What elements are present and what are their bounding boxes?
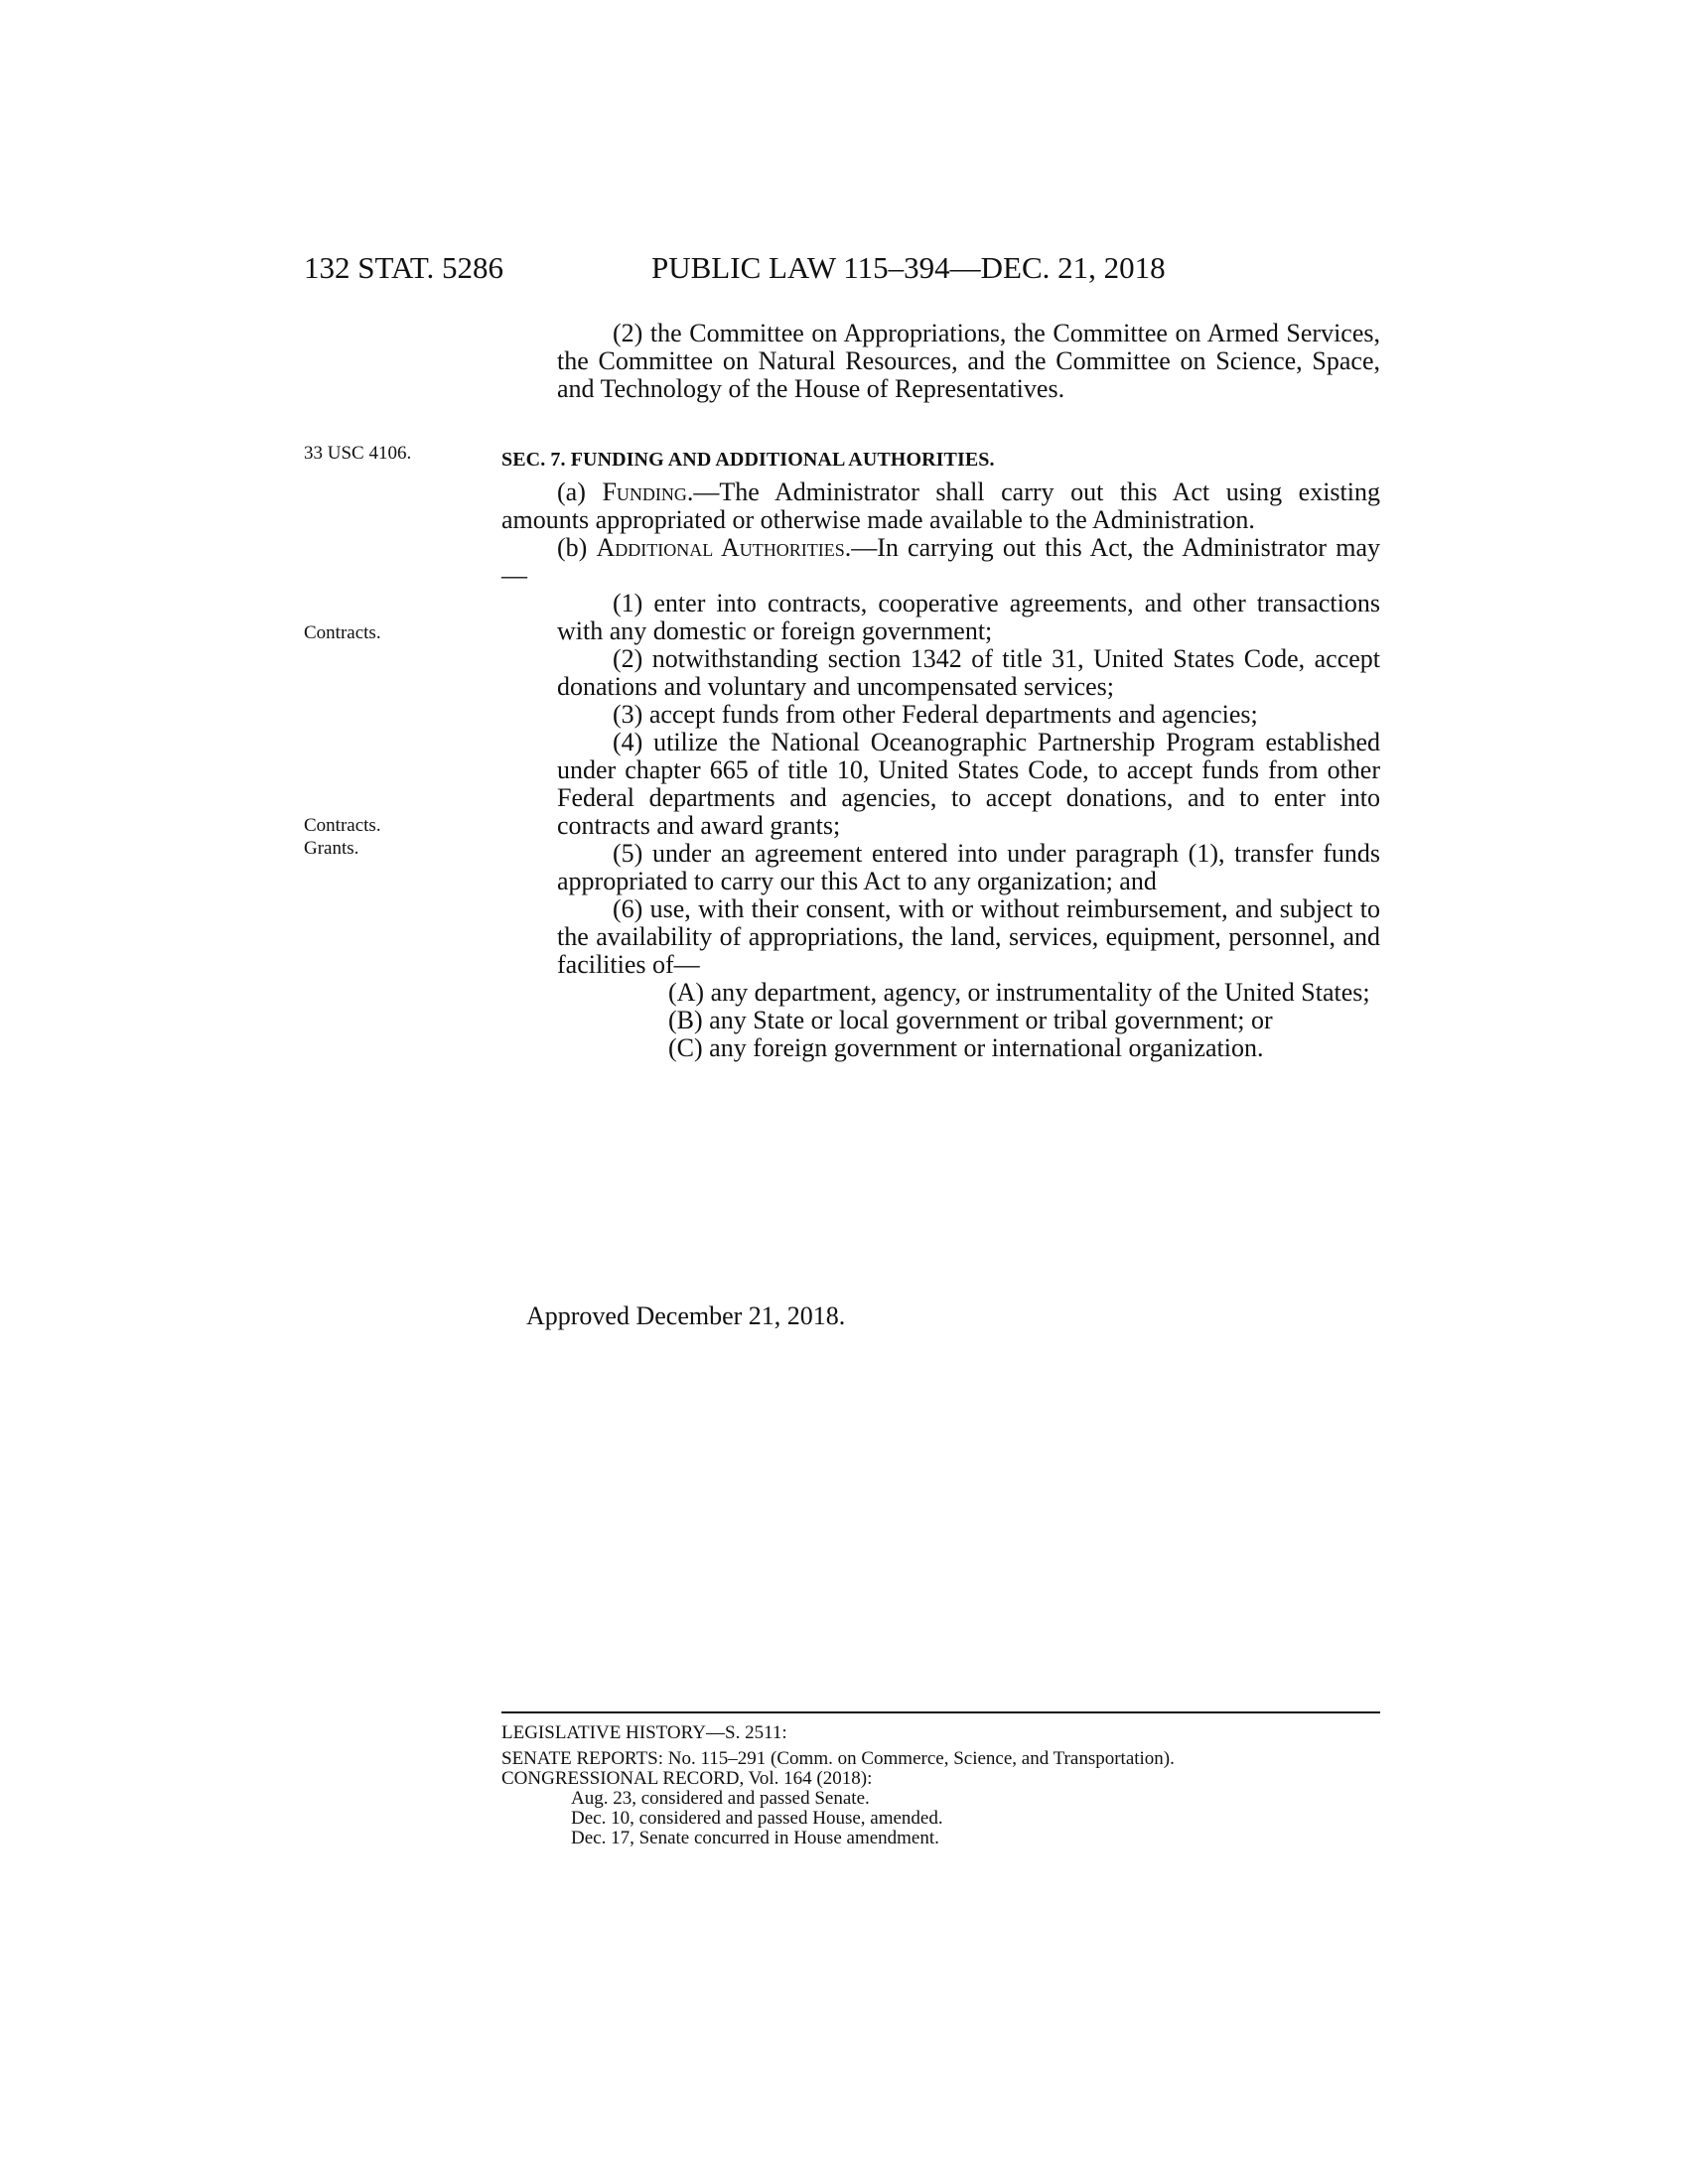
subsection-a: [501, 478, 1380, 534]
subsection-label: (b): [557, 533, 597, 562]
legislative-history-title: LEGISLATIVE HISTORY—S. 2511:: [501, 1722, 787, 1743]
margin-note-contracts: Contracts.: [304, 622, 381, 643]
paragraph-5: (5) under an agreement entered into under paragraph (1), transfer funds appropriated to carry our this Act to any organization; and: [557, 839, 1380, 895]
section-heading: [501, 444, 1380, 474]
record-entry: Aug. 23, considered and passed Senate.: [571, 1788, 870, 1809]
legislative-history: [501, 1723, 1380, 1848]
margin-note-usc: 33 USC 4106.: [304, 443, 412, 464]
section-heading-text: SEC. 7. FUNDING AND ADDITIONAL AUTHORITIES.: [501, 449, 995, 471]
page-stat-citation: 132 STAT. 5286: [304, 250, 504, 285]
subparagraph-a: (A) any department, agency, or instrumentality of the United States;: [668, 978, 1370, 1007]
subsection-b: [501, 534, 1380, 590]
subsection-text: .—The Administrator shall carry out this Act using existing amounts appropriated or otherwise made available to the Administration.: [501, 478, 1380, 534]
senate-reports: SENATE REPORTS: No. 115–291 (Comm. on Commerce, Science, and Transportation).: [501, 1748, 1175, 1769]
footer-rule: [501, 1711, 1380, 1713]
record-entry: Dec. 10, considered and passed House, amended.: [571, 1808, 943, 1829]
subsection-heading: Additional Authorities: [596, 533, 845, 562]
section-body: [501, 478, 1380, 1062]
congressional-record: CONGRESSIONAL RECORD, Vol. 164 (2018):: [501, 1768, 873, 1789]
subparagraph-c: (C) any foreign government or international organization.: [668, 1033, 1264, 1062]
paragraph-2: (2) notwithstanding section 1342 of title 31, United States Code, accept donations and voluntary and uncompensated services;: [557, 644, 1380, 701]
subparagraph-b: (B) any State or local government or tribal government; or: [668, 1006, 1273, 1034]
subsection-text: .—In carrying out this Act, the Administrator may—: [501, 533, 1380, 590]
subsection-label: (a): [557, 478, 603, 506]
paragraph-6: (6) use, with their consent, with or without reimbursement, and subject to the availability of appropriations, the land, services, equipment, personnel, and facilities of—: [557, 894, 1380, 979]
record-entry: Dec. 17, Senate concurred in House amendment.: [571, 1828, 939, 1848]
approval-date: Approved December 21, 2018.: [526, 1301, 846, 1330]
continued-list: [501, 320, 1380, 403]
paragraph-4: (4) utilize the National Oceanographic Partnership Program established under chapter 665 of title 10, United States Code, to accept funds from other Federal departments and agencies, to accept donations, and to enter into contracts and award grants;: [557, 728, 1380, 840]
paragraph-3: (3) accept funds from other Federal departments and agencies;: [613, 700, 1258, 729]
margin-note-grants: Grants.: [304, 838, 359, 859]
list-item: (2) the Committee on Appropriations, the Committee on Armed Services, the Committee on Natural Resources, and the Committee on Science, Space, and Technology of the House of Representatives.: [557, 319, 1380, 403]
page-running-title: PUBLIC LAW 115–394—DEC. 21, 2018: [651, 250, 1166, 285]
paragraph-1: (1) enter into contracts, cooperative agreements, and other transactions with any domestic or foreign government;: [557, 589, 1380, 645]
margin-note-contracts: Contracts.: [304, 815, 381, 836]
subsection-heading: Funding: [602, 478, 687, 506]
